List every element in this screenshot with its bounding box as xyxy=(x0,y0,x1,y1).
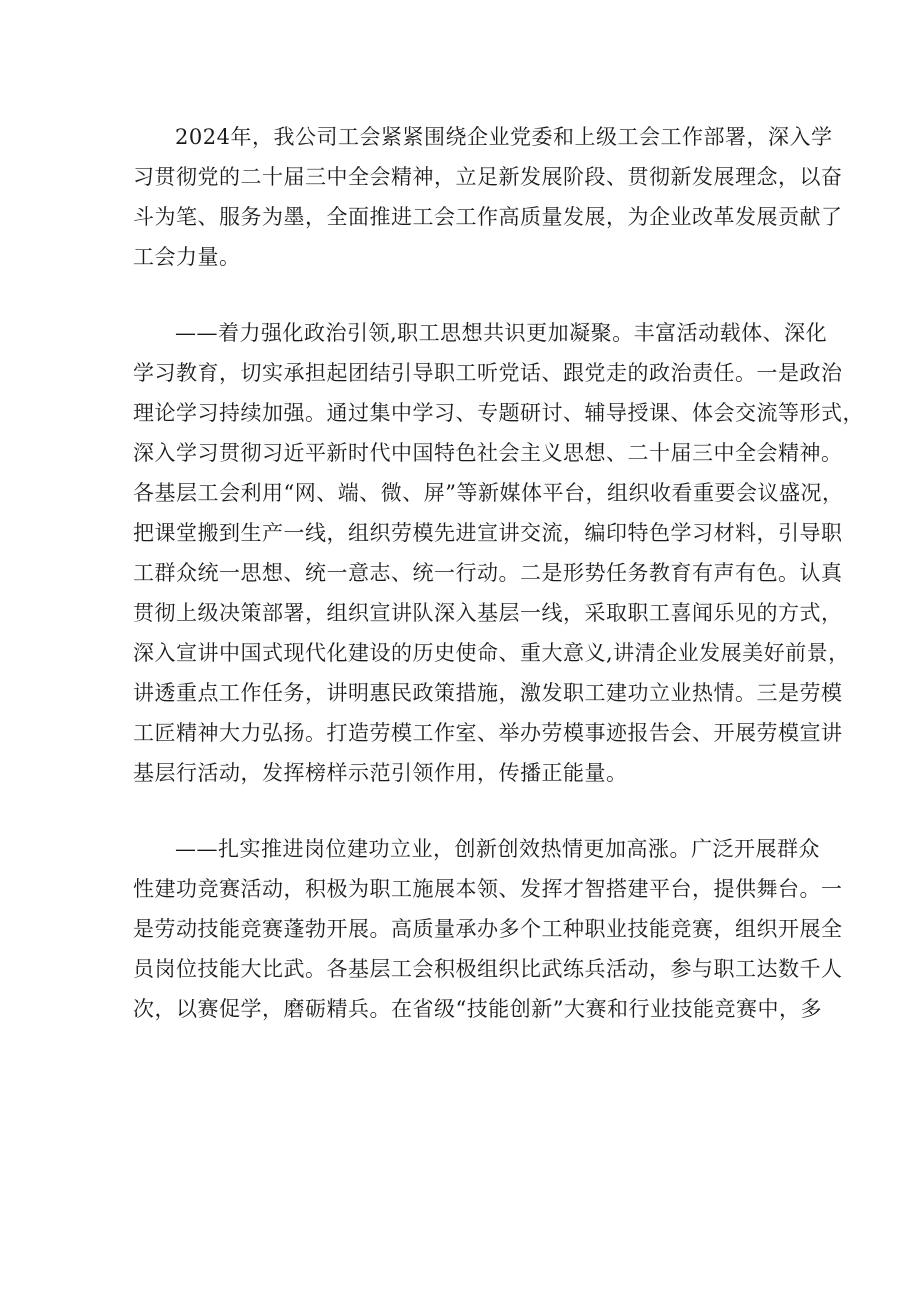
paragraph-line: 次，以赛促学，磨砺精兵。在省级“技能创新”大赛和行业技能竞赛中，多 xyxy=(133,997,822,1021)
paragraph-gap xyxy=(133,793,793,829)
paragraph-line: ——着力强化政治引领,职工思想共识更加凝聚。丰富活动载体、深化 xyxy=(175,321,828,345)
paragraph-line: 2024年，我公司工会紧紧围绕企业党委和上级工会工作部署，深入学 xyxy=(175,125,833,149)
paragraph-line: 工会力量。 xyxy=(133,245,241,269)
paragraph-line: 工匠精神大力弘扬。打造劳模工作室、举办劳模事迹报告会、开展劳模宣讲 xyxy=(133,721,843,745)
paragraph-line: 斗为笔、服务为墨，全面推进工会工作高质量发展，为企业改革发展贡献了 xyxy=(133,205,843,229)
paragraph-line: 深入宣讲中国式现代化建设的历史使命、重大意义,讲清企业发展美好前景， xyxy=(133,641,850,665)
paragraph-line: 贯彻上级决策部署，组织宣讲队深入基层一线，采取职工喜闻乐见的方式， xyxy=(133,601,843,625)
paragraph-gap xyxy=(133,277,793,313)
paragraph-line: 习贯彻党的二十届三中全会精神，立足新发展阶段、贯彻新发展理念，以奋 xyxy=(133,165,843,189)
paragraph-line: 是劳动技能竞赛蓬勃开展。高质量承办多个工种职业技能竞赛，组织开展全 xyxy=(133,917,843,941)
paragraph-line: 基层行活动，发挥榜样示范引领作用，传播正能量。 xyxy=(133,761,628,785)
paragraph-line: 理论学习持续加强。通过集中学习、专题研讨、辅导授课、体会交流等形式， xyxy=(133,401,864,425)
paragraph-line: 工群众统一思想、统一意志、统一行动。二是形势任务教育有声有色。认真 xyxy=(133,561,843,585)
paragraph-2 xyxy=(133,313,864,793)
paragraph-line: 讲透重点工作任务，讲明惠民政策措施，激发职工建功立业热情。三是劳模 xyxy=(133,681,843,705)
paragraph-line: ——扎实推进岗位建功立业，创新创效热情更加高涨。广泛开展群众 xyxy=(175,837,820,861)
paragraph-line: 各基层工会利用“网、端、微、屏”等新媒体平台，组织收看重要会议盛况， xyxy=(133,481,844,505)
paragraph-line: 学习教育，切实承担起团结引导职工听党话、跟党走的政治责任。一是政治 xyxy=(133,361,843,385)
paragraph-line: 性建功竞赛活动，积极为职工施展本领、发挥才智搭建平台，提供舞台。一 xyxy=(133,877,843,901)
paragraph-3 xyxy=(133,829,843,1029)
document-body xyxy=(133,117,864,1029)
paragraph-line: 员岗位技能大比武。各基层工会积极组织比武练兵活动，参与职工达数千人 xyxy=(133,957,843,981)
paragraph-1 xyxy=(133,117,843,277)
paragraph-line: 把课堂搬到生产一线，组织劳模先进宣讲交流，编印特色学习材料，引导职 xyxy=(133,521,843,545)
paragraph-line: 深入学习贯彻习近平新时代中国特色社会主义思想、二十届三中全会精神。 xyxy=(133,441,843,465)
